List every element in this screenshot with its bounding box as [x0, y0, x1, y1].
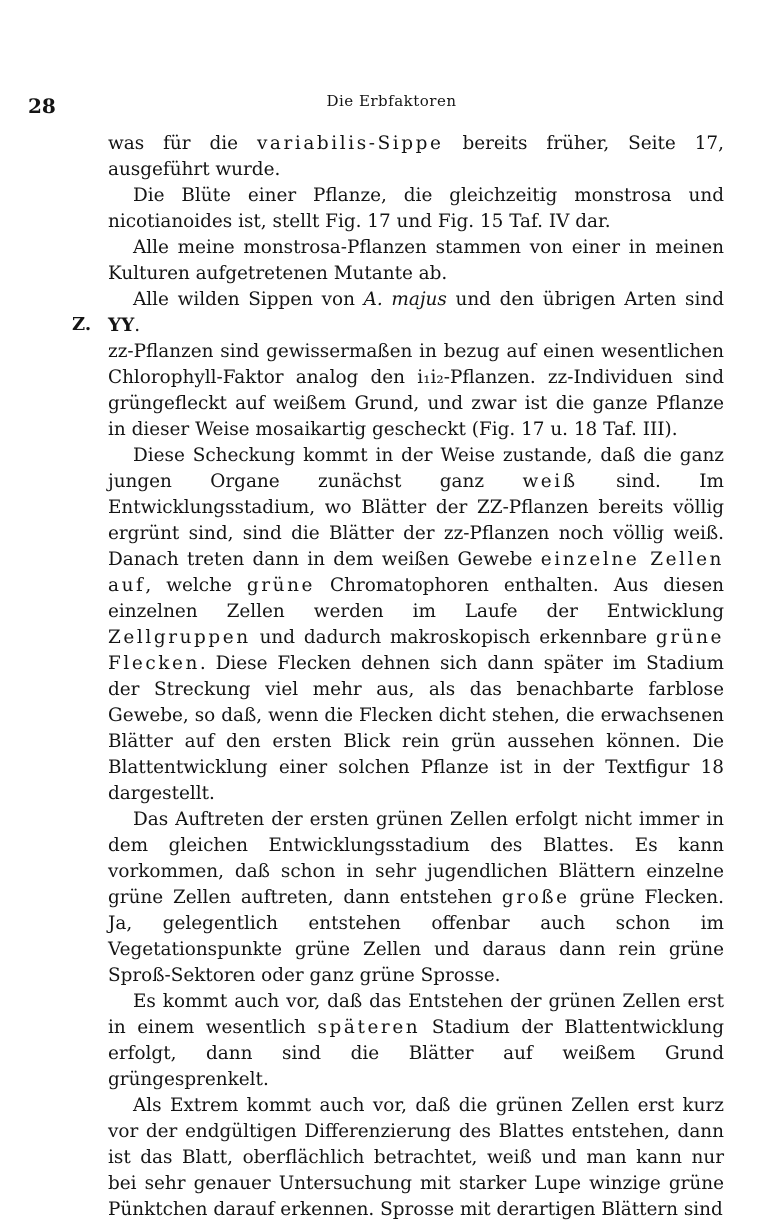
running-head: Die Erbfaktoren	[326, 92, 457, 110]
paragraph-4: Alle wilden Sippen von A. majus und den übrigen Arten sind YY.	[108, 289, 724, 336]
paragraph-8: Es kommt auch vor, daß das Entstehen der grünen Zellen erst in einem wesentlich späteren Stadium der Blattentwicklung erfolgt, dann sind die Blätter auf weißem Grund grüngesprenkelt.	[108, 991, 724, 1090]
paragraph-5: zz-Pflanzen sind gewissermaßen in bezug auf einen wesentlichen Chlorophyll-Faktor analog den i₁i₂-Pflanzen. zz-Individuen sind grüngefleckt auf weißem Grund, und zwar ist die ganze Pflanze in dieser Weise mosaikartig gescheckt (Fig. 17 u. 18 Taf. III).	[108, 341, 724, 440]
page-number: 28	[28, 94, 56, 118]
paragraph-7: Das Auftreten der ersten grünen Zellen erfolgt nicht immer in dem gleichen Entwicklungsstadium des Blattes. Es kann vorkommen, daß schon in sehr jugendlichen Blättern einzelne grüne Zellen auftreten, dann entstehen große grüne Flecken. Ja, gelegentlich entstehen offenbar auch schon im Vegetationspunkte grüne Zellen und daraus dann rein grüne Sproß-Sektoren oder ganz grüne Sprosse.	[108, 809, 724, 986]
paragraph-1: was für die variabilis-Sippe bereits früher, Seite 17, ausgeführt wurde.	[108, 133, 724, 180]
paragraph-9: Als Extrem kommt auch vor, daß die grünen Zellen erst kurz vor der endgültigen Differenzierung des Blattes entstehen, dann ist das Blatt, oberflächlich betrachtet, weiß und man kann nur bei sehr genauer Untersuchung mit starker Lupe winzige grüne Pünktchen darauf erkennen. Sprosse mit derartigen Blättern sind	[108, 1095, 724, 1220]
margin-label: Z.	[72, 314, 92, 335]
paragraph-3: Alle meine monstrosa-Pflanzen stammen von einer in meinen Kulturen aufgetretenen Mutante ab.	[108, 237, 724, 284]
body-text	[108, 131, 724, 1223]
paragraph-2: Die Blüte einer Pflanze, die gleichzeitig monstrosa und nicotianoides ist, stellt Fig. 17 und Fig. 15 Taf. IV dar.	[108, 185, 724, 232]
paragraph-6: Diese Scheckung kommt in der Weise zustande, daß die ganz jungen Organe zunächst ganz weiß sind. Im Entwicklungsstadium, wo Blätter der ZZ-Pflanzen bereits völlig ergrünt sind, sind die Blätter der zz-Pflanzen noch völlig weiß. Danach treten dann in dem weißen Gewebe einzelne Zellen auf, welche grüne Chromatophoren enthalten. Aus diesen einzelnen Zellen werden im Laufe der Entwicklung Zellgruppen und dadurch makroskopisch erkennbare grüne Flecken. Diese Flecken dehnen sich dann später im Stadium der Streckung viel mehr aus, als das benachbarte farblose Gewebe, so daß, wenn die Flecken dicht stehen, die erwachsenen Blätter auf den ersten Blick rein grün aussehen können. Die Blattentwicklung einer solchen Pflanze ist in der Textfigur 18 dargestellt.	[108, 445, 725, 804]
